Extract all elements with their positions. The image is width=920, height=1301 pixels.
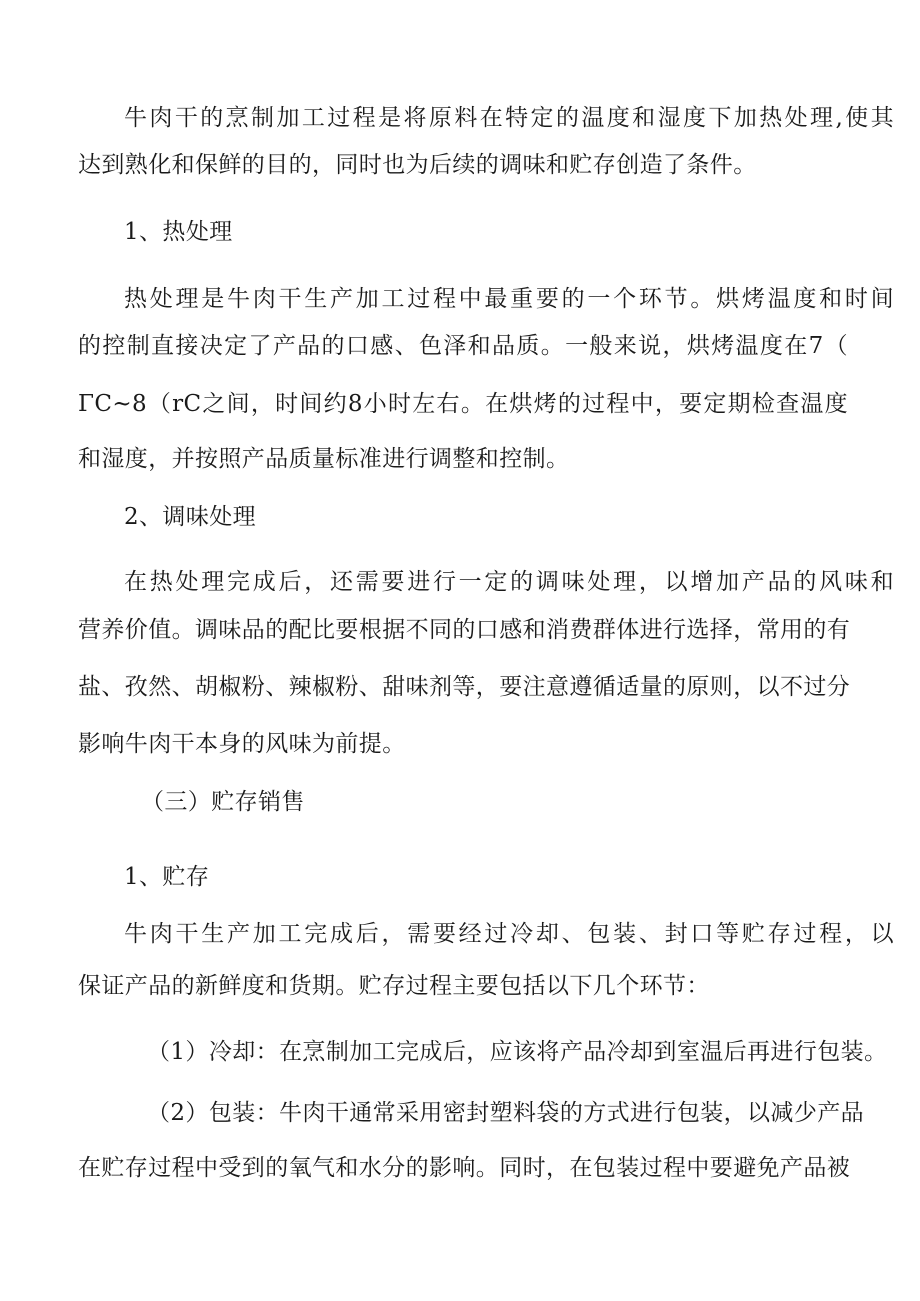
list-item: （2）包装：牛肉干通常采用密封塑料袋的方式进行包装，以减少产品 — [147, 1100, 865, 1126]
paragraph-line: 保证产品的新鲜度和货期。贮存过程主要包括以下几个环节： — [78, 973, 710, 999]
paragraph-line: 热处理是牛肉干生产加工过程中最重要的一个环节。烘烤温度和时间 — [124, 286, 894, 312]
paragraph-line: 营养价值。调味品的配比要根据不同的口感和消费群体进行选择，常用的有 — [78, 617, 851, 643]
paragraph-line: 和湿度，并按照产品质量标准进行调整和控制。 — [78, 446, 570, 472]
paragraph-line: 在贮存过程中受到的氧气和水分的影响。同时，在包装过程中要避免产品被 — [78, 1155, 851, 1181]
section-heading: 1、贮存 — [124, 864, 210, 890]
list-item: （1）冷却：在烹制加工完成后，应该将产品冷却到室温后再进行包装。 — [147, 1039, 888, 1065]
paragraph-line: 牛肉干生产加工完成后，需要经过冷却、包装、封口等贮存过程，以 — [124, 921, 894, 947]
paragraph-line: 在热处理完成后，还需要进行一定的调味处理，以增加产品的风味和 — [124, 569, 894, 595]
paragraph-line: 达到熟化和保鲜的目的，同时也为后续的调味和贮存创造了条件。 — [78, 152, 757, 178]
section-heading: 1、热处理 — [124, 219, 233, 245]
paragraph-line: 影响牛肉干本身的风味为前提。 — [78, 731, 406, 757]
paragraph-line: 牛肉干的烹制加工过程是将原料在特定的温度和湿度下加热处理,使其 — [124, 105, 894, 131]
paragraph-line: 的控制直接决定了产品的口感、色泽和品质。一般来说，烘烤温度在7（ — [78, 333, 848, 359]
paragraph-line: 盐、孜然、胡椒粉、辣椒粉、甜味剂等，要注意遵循适量的原则，以不过分 — [78, 674, 851, 700]
paragraph-line: ΓC~8（rC之间，时间约8小时左右。在烘烤的过程中，要定期检查温度 — [78, 391, 848, 417]
section-heading: 2、调味处理 — [124, 504, 257, 530]
chapter-heading: （三）贮存销售 — [141, 789, 305, 815]
